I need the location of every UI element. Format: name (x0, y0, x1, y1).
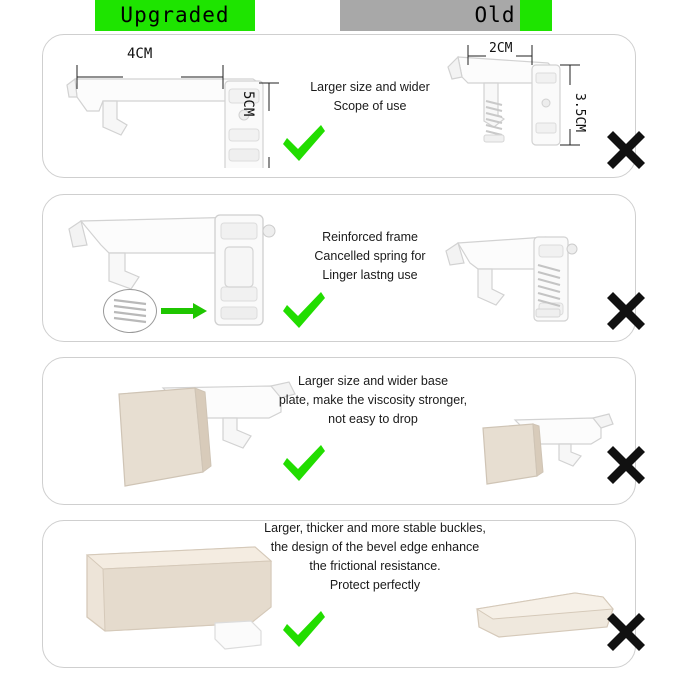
header-old-label: Old (474, 3, 516, 27)
row4-text-line-2: the design of the bevel edge enhance (270, 540, 480, 554)
row4-description (240, 519, 510, 595)
upgraded-height-label-row1: 5CM (240, 91, 256, 117)
row2-text-line-3: Linger lastng use (322, 268, 418, 282)
row1-text-line-2: Scope of use (333, 99, 407, 113)
cross-mark-icon (607, 292, 645, 330)
header-upgraded-label: Upgraded (120, 3, 230, 27)
row2-text-line-2: Cancelled spring for (314, 249, 426, 263)
cross-mark-icon (607, 131, 645, 169)
green-arrow-row2 (161, 303, 209, 319)
cancelled-spring-detail-circle (103, 289, 157, 333)
row4-text-line-1: Larger, thicker and more stable buckles, (264, 521, 486, 535)
check-mark-icon (281, 291, 327, 331)
old-width-label-row1: 2CM (489, 41, 513, 56)
cross-mark-icon (607, 446, 645, 484)
header-right-background (552, 0, 679, 31)
cross-mark-icon (607, 613, 645, 651)
row2-text-line-1: Reinforced frame (322, 230, 418, 244)
row2-description (255, 228, 485, 285)
row1-description (255, 78, 485, 116)
old-height-label-row1: 3.5CM (572, 93, 587, 133)
check-mark-icon (281, 124, 327, 164)
header (0, 0, 679, 31)
row3-text-line-1: Larger size and wider base (297, 374, 449, 388)
row3-text-line-3: not easy to drop (328, 412, 418, 426)
check-mark-icon (281, 610, 327, 650)
check-mark-icon (281, 444, 327, 484)
row3-description (248, 372, 498, 429)
row4-text-line-3: the frictional resistance. (309, 559, 441, 573)
row1-text-line-1: Larger size and wider (310, 80, 430, 94)
row4-text-line-4: Protect perfectly (329, 578, 421, 592)
row3-text-line-2: plate, make the viscosity stronger, (278, 393, 468, 407)
upgraded-width-label-row1: 4CM (127, 46, 153, 62)
